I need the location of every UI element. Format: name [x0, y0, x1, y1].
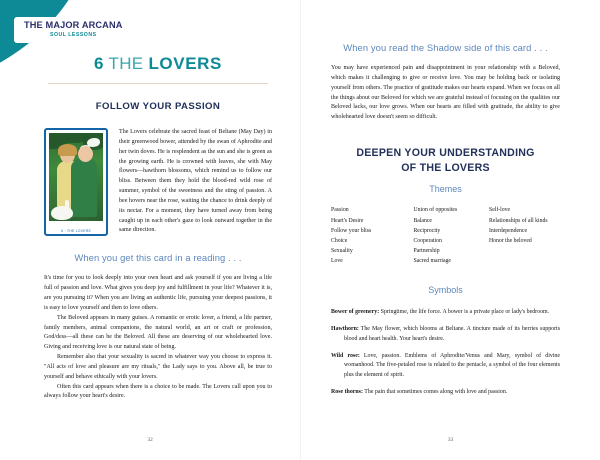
- theme-item: Interdependence: [489, 227, 527, 234]
- tarot-card-label: 6 · THE LOVERS: [61, 228, 91, 233]
- theme-item: Choice: [331, 237, 348, 244]
- theme-item: Passion: [331, 207, 349, 214]
- chapter-number: 6: [94, 54, 104, 73]
- theme-item: Love: [331, 258, 343, 265]
- symbol-term: Bower of greenery:: [331, 308, 380, 315]
- symbol-entry: [331, 308, 560, 317]
- chapter-article: THE: [108, 54, 144, 73]
- symbols-list: [331, 308, 560, 398]
- tarot-card-image: [44, 128, 108, 236]
- page-number-right: 33: [447, 437, 454, 443]
- page-number-left: 32: [147, 437, 153, 443]
- themes-column-1: [331, 205, 413, 266]
- swan-icon: [51, 206, 73, 220]
- symbol-term: Wild rose:: [331, 353, 360, 359]
- themes-column-2: [413, 205, 489, 266]
- theme-item: Cooperation: [413, 237, 442, 244]
- symbol-entry: [331, 352, 560, 380]
- theme-item: Follow your bliss: [331, 227, 372, 234]
- figure-female-body: [71, 159, 97, 217]
- theme-item: Sexuality: [331, 248, 353, 255]
- figure-male-hair: [58, 144, 77, 156]
- running-head-subtitle: SOUL LESSONS: [49, 31, 97, 38]
- symbol-term: Hawthorn:: [331, 326, 359, 333]
- shadow-paragraph: You may have experienced pain and disappointment in your relationship with a Beloved, which makes it challenging to give or receive love. You may be holding back or isolating yourself from others. The practice of gratitude makes our hearts expand. When we focus on all the things about our Beloved for which we are grateful instead of focusing on the qualities our Beloved lacks, our love grows. When our hearts are filled with gratitude, the ability to give wholehearted love doesn't seem so difficult.: [331, 65, 560, 121]
- intro-paragraph: The Lovers celebrate the sacred feast of Beltane (May Day) in their greenwood bower, attended by the swan of Aphrodite and her twin doves. He is resplendent as the sun and she is green as the growing earth. He is crowned with leaves, she with May flowers—hawthorn blossoms, which remind us to follow our bliss. Between them they hold the blood-red wild rose of summer, symbol of the sweetness and the sting of passion. A bee hovers near the rose, waiting the chance to drink deeply of its nectar. For a moment, they have turned away from being caught up in each other's gaze to look outward together in the same direction.: [119, 129, 272, 234]
- chapter-title: [44, 54, 272, 74]
- reading-section-heading: When you get this card in a reading . . .: [74, 252, 242, 264]
- reading-paragraph: Remember also that your sexuality is sacred in whatever way you choose to express it. "All acts of love and pleasure are my rituals," the Lady says to you. Above all, be true to yourself and behave ethically with your lovers.: [44, 354, 272, 380]
- reading-paragraph: It's time for you to look deeply into your own heart and ask yourself if you are living a life full of passion and love. What gives you deep joy and fulfillment in your life? Whatever it is, are you pursuing it? When you are living an authentic life, pursuing your deepest passions, it is easy to love yourself and then to love others.: [44, 275, 272, 311]
- symbol-term: Rose thorns:: [331, 389, 363, 396]
- figure-female-head: [78, 146, 93, 162]
- shadow-section-heading: When you read the Shadow side of this card . . .: [343, 42, 548, 53]
- theme-item: Relationships of all kinds: [489, 217, 548, 224]
- theme-item: Self-love: [489, 207, 511, 214]
- right-page: [300, 0, 600, 460]
- themes-heading: Themes: [429, 184, 462, 195]
- reading-paragraph: The Beloved appears in many guises. A romantic or erotic lover, a friend, a life partner, family members, animal companions, the natural world, an art or craft or profession, God/dess—all these can be the Beloved. All these are deserving of our wholehearted love. Giving and receiving love is our natural state of being.: [44, 314, 272, 351]
- theme-item: Honor the beloved: [489, 237, 532, 244]
- symbol-entry: [331, 388, 560, 397]
- theme-item: Union of opposites: [413, 207, 458, 214]
- symbol-description: The pain that sometimes comes along with love and passion.: [362, 389, 508, 396]
- reading-paragraph: Often this card appears when there is a choice to be made. The Lovers call upon you to always follow your heart's desire.: [44, 383, 272, 400]
- tarot-card-art: [49, 133, 103, 221]
- shadow-body: [331, 64, 560, 123]
- running-head-title: THE MAJOR ARCANA: [24, 20, 123, 30]
- running-head-tab: [14, 17, 135, 43]
- deepen-heading: [331, 146, 560, 175]
- title-rule: [48, 83, 268, 84]
- page-subtitle: FOLLOW YOUR PASSION: [95, 101, 221, 112]
- symbol-description: Springtime, the life force. A bower is a private place or lady's bedroom.: [379, 308, 550, 315]
- theme-item: Balance: [413, 217, 432, 224]
- deepen-heading-line-2: OF THE LOVERS: [401, 161, 490, 174]
- theme-item: Reciprocity: [413, 227, 441, 234]
- theme-item: Sacred marriage: [413, 258, 451, 265]
- themes-column-3: [489, 205, 560, 266]
- corner-swoosh: [0, 0, 97, 93]
- symbol-description: The May flower, which blooms at Beltane. A tincture made of its berries supports blood and heart health. Your heart's desire.: [344, 326, 560, 342]
- symbol-entry: [331, 325, 560, 344]
- deepen-heading-line-1: DEEPEN YOUR UNDERSTANDING: [356, 147, 535, 160]
- chapter-name: LOVERS: [148, 54, 222, 73]
- intro-block: [44, 128, 272, 236]
- reading-body: [44, 274, 272, 402]
- symbols-heading: Symbols: [428, 284, 463, 295]
- symbol-description: Love, passion. Emblems of Aphrodite/Venus and Mary, symbol of divine womanhood. The five-petaled rose is related to the pentacle, a symbol of the four elements plus the element of spirit.: [344, 353, 560, 378]
- theme-item: Heart's Desire: [331, 217, 364, 224]
- theme-item: Partnership: [413, 248, 440, 255]
- themes-list: [331, 205, 560, 266]
